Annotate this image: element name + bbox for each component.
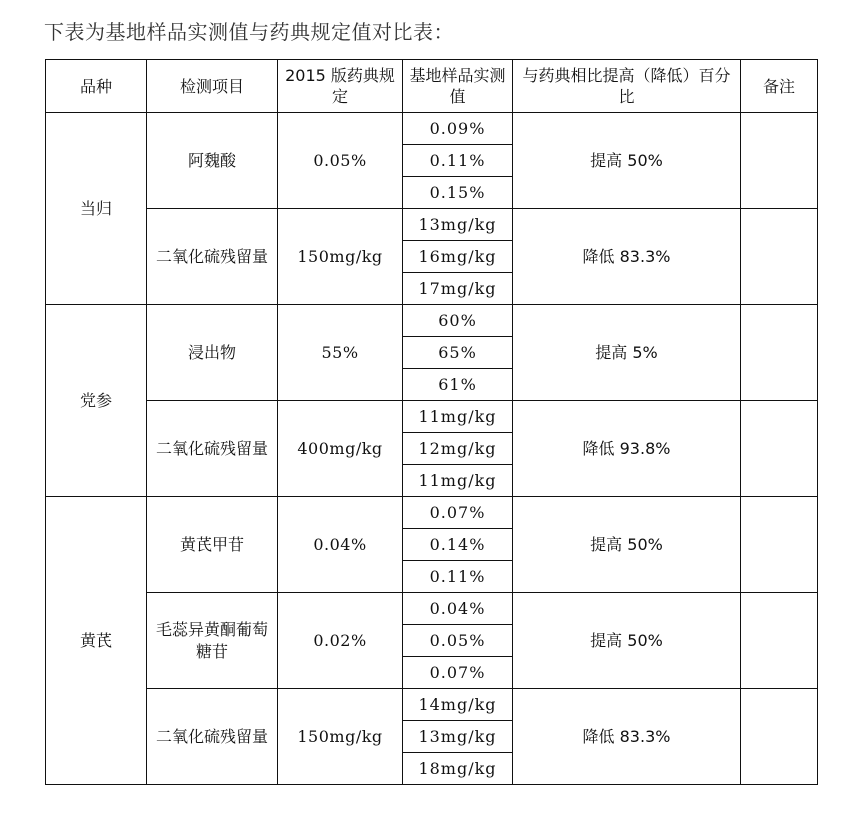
measured-value-cell: 18mg/kg bbox=[403, 753, 513, 785]
table-row bbox=[46, 689, 818, 721]
variety-cell: 党参 bbox=[46, 305, 147, 497]
measured-value-cell: 0.04% bbox=[403, 593, 513, 625]
measured-value-cell: 11mg/kg bbox=[403, 401, 513, 433]
std-cell: 150mg/kg bbox=[278, 209, 403, 305]
measured-value-cell: 0.09% bbox=[403, 113, 513, 145]
std-cell: 0.04% bbox=[278, 497, 403, 593]
header-change: 与药典相比提高（降低）百分比 bbox=[513, 60, 741, 113]
std-cell: 0.05% bbox=[278, 113, 403, 209]
measured-value-cell: 13mg/kg bbox=[403, 209, 513, 241]
change-cell: 降低 83.3% bbox=[513, 209, 741, 305]
note-cell bbox=[741, 497, 818, 593]
measured-value-cell: 0.14% bbox=[403, 529, 513, 561]
change-cell: 提高 50% bbox=[513, 113, 741, 209]
item-cell: 阿魏酸 bbox=[147, 113, 278, 209]
item-cell: 二氧化硫残留量 bbox=[147, 401, 278, 497]
measured-value-cell: 17mg/kg bbox=[403, 273, 513, 305]
table-row bbox=[46, 593, 818, 625]
variety-cell: 黄芪 bbox=[46, 497, 147, 785]
comparison-table bbox=[45, 59, 818, 785]
change-cell: 降低 83.3% bbox=[513, 689, 741, 785]
table-row bbox=[46, 401, 818, 433]
measured-value-cell: 0.11% bbox=[403, 561, 513, 593]
item-cell: 浸出物 bbox=[147, 305, 278, 401]
std-cell: 0.02% bbox=[278, 593, 403, 689]
measured-value-cell: 60% bbox=[403, 305, 513, 337]
measured-value-cell: 61% bbox=[403, 369, 513, 401]
item-cell: 毛蕊异黄酮葡萄糖苷 bbox=[147, 593, 278, 689]
header-item: 检测项目 bbox=[147, 60, 278, 113]
item-cell: 二氧化硫残留量 bbox=[147, 689, 278, 785]
table-body bbox=[46, 113, 818, 785]
change-cell: 提高 50% bbox=[513, 497, 741, 593]
table-row bbox=[46, 209, 818, 241]
measured-value-cell: 65% bbox=[403, 337, 513, 369]
table-row bbox=[46, 497, 818, 529]
measured-value-cell: 16mg/kg bbox=[403, 241, 513, 273]
note-cell bbox=[741, 689, 818, 785]
std-cell: 55% bbox=[278, 305, 403, 401]
page-title: 下表为基地样品实测值与药典规定值对比表： bbox=[44, 20, 454, 44]
std-cell: 150mg/kg bbox=[278, 689, 403, 785]
header-measured: 基地样品实测值 bbox=[403, 60, 513, 113]
note-cell bbox=[741, 593, 818, 689]
note-cell bbox=[741, 401, 818, 497]
item-cell: 黄芪甲苷 bbox=[147, 497, 278, 593]
note-cell bbox=[741, 209, 818, 305]
variety-cell: 当归 bbox=[46, 113, 147, 305]
measured-value-cell: 14mg/kg bbox=[403, 689, 513, 721]
measured-value-cell: 0.11% bbox=[403, 145, 513, 177]
measured-value-cell: 0.15% bbox=[403, 177, 513, 209]
item-cell: 二氧化硫残留量 bbox=[147, 209, 278, 305]
table-row bbox=[46, 113, 818, 145]
measured-value-cell: 12mg/kg bbox=[403, 433, 513, 465]
header-row bbox=[46, 60, 818, 113]
std-cell: 400mg/kg bbox=[278, 401, 403, 497]
measured-value-cell: 0.07% bbox=[403, 497, 513, 529]
change-cell: 提高 50% bbox=[513, 593, 741, 689]
change-cell: 降低 93.8% bbox=[513, 401, 741, 497]
measured-value-cell: 0.05% bbox=[403, 625, 513, 657]
header-note: 备注 bbox=[741, 60, 818, 113]
note-cell bbox=[741, 113, 818, 209]
measured-value-cell: 0.07% bbox=[403, 657, 513, 689]
measured-value-cell: 13mg/kg bbox=[403, 721, 513, 753]
header-variety: 品种 bbox=[46, 60, 147, 113]
change-cell: 提高 5% bbox=[513, 305, 741, 401]
measured-value-cell: 11mg/kg bbox=[403, 465, 513, 497]
note-cell bbox=[741, 305, 818, 401]
table-row bbox=[46, 305, 818, 337]
header-std: 2015 版药典规定 bbox=[278, 60, 403, 113]
